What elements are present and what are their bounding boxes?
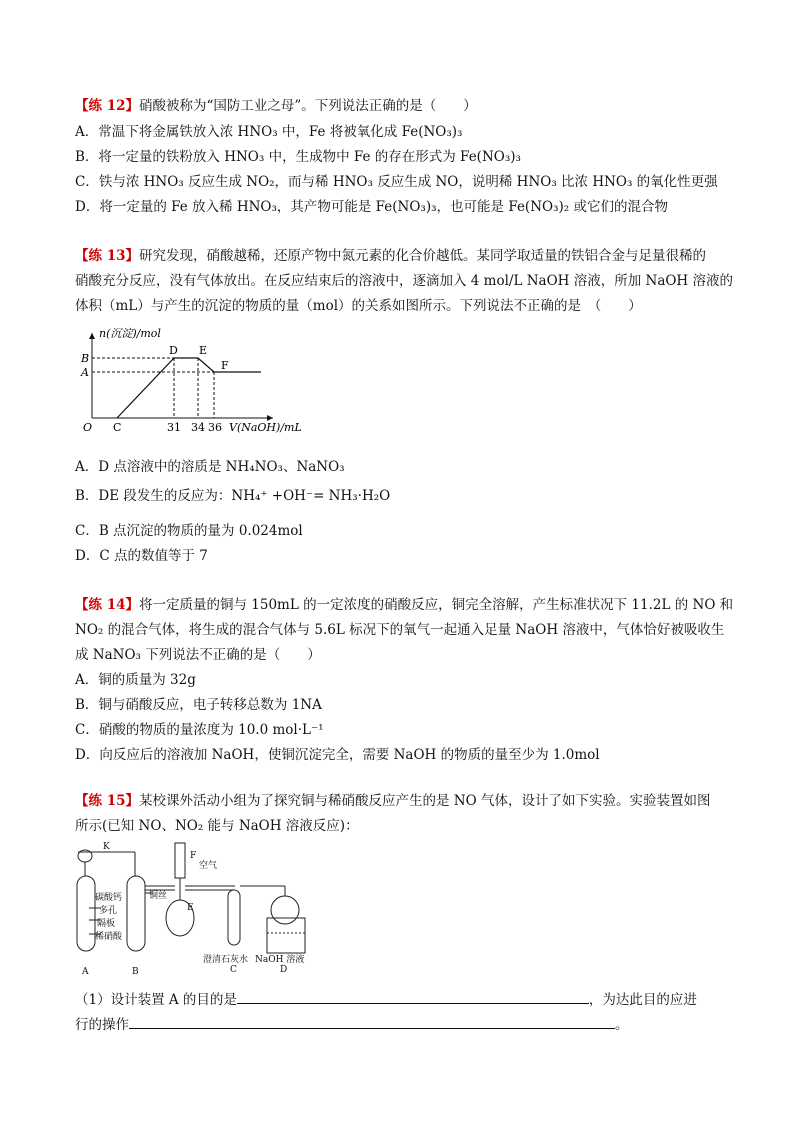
q13-label-d: D — [169, 344, 178, 357]
q13-curve — [117, 358, 261, 418]
q13-y-label: n(沉淀)/mol — [99, 327, 161, 340]
q13-tick-36: 36 — [208, 421, 222, 434]
q15-label-d: D — [280, 965, 288, 975]
q12-option-a: A．常温下将金属铁放入浓 HNO₃ 中，Fe 将被氧化成 Fe(NO₃)₃ — [75, 124, 463, 140]
q15-label-hno3: 稀硝酸 — [95, 932, 123, 942]
q15-label-b: B — [132, 967, 139, 977]
q15-label-naoh: NaOH 溶液 — [255, 955, 305, 965]
q15-label-plate2: 隔板 — [97, 919, 116, 929]
q15-tag: 【练 15】 — [75, 793, 139, 809]
q13-graph — [75, 325, 345, 445]
q12-option-d: D．将一定量的 Fe 放入稀 HNO₃，其产物可能是 Fe(NO₃)₃，也可能是 Fe(NO₃)₂ 或它们的混合物 — [75, 199, 668, 215]
q13-tick-34: 34 — [191, 421, 205, 434]
q13-x-label: V(NaOH)/mL — [229, 421, 302, 434]
q14-tag: 【练 14】 — [75, 597, 139, 613]
q15-apparatus — [75, 838, 325, 978]
q13-label-c: C — [113, 421, 122, 434]
q15-label-e: E — [187, 903, 194, 913]
q14-stem-line-1: 【练 14】将一定质量的铜与 150mL 的一定浓度的硝酸反应，铜完全溶解，产生标准状况下 11.2L 的 NO 和 — [75, 597, 734, 613]
q14-stem-line-3: 成 NaNO₃ 下列说法不正确的是（ ） — [75, 647, 321, 663]
q15-label-c: C — [230, 965, 237, 975]
q15-label-air: 空气 — [199, 861, 218, 871]
q14-option-b: B．铜与硝酸反应，电子转移总数为 1NA — [75, 697, 322, 713]
q13-option-d: D．C 点的数值等于 7 — [75, 548, 208, 564]
q13-option-c: C．B 点沉淀的物质的量为 0.024mol — [75, 523, 303, 539]
q15-label-cu: 铜丝 — [149, 891, 168, 901]
q12-tag: 【练 12】 — [75, 98, 139, 114]
q12-option-b: B．将一定量的铁粉放入 HNO₃ 中，生成物中 Fe 的存在形式为 Fe(NO₃)₃ — [75, 149, 521, 165]
q15-sub1-blank-1[interactable] — [237, 989, 589, 1004]
q14-option-c: C．硝酸的物质的量浓度为 10.0 mol·L⁻¹ — [75, 722, 324, 738]
q13-label-f: F — [221, 359, 229, 372]
q12-stem: 【练 12】硝酸被称为“国防工业之母”。下列说法正确的是（ ） — [75, 98, 477, 114]
q14-option-d: D．向反应后的溶液加 NaOH，使铜沉淀完全，需要 NaOH 的物质的量至少为 1.0mol — [75, 747, 600, 763]
q15-stem-line-2: 所示(已知 NO、NO₂ 能与 NaOH 溶液反应)： — [75, 818, 359, 834]
q13-tag: 【练 13】 — [75, 248, 139, 264]
q14-option-a: A．铜的质量为 32g — [75, 672, 196, 688]
q13-label-e: E — [199, 344, 208, 357]
q13-option-a: A．D 点溶液中的溶质是 NH₄NO₃、NaNO₃ — [75, 459, 345, 475]
q15-label-k: K — [103, 842, 110, 852]
q13-option-b: B．DE 段发生的反应为：NH₄⁺ +OH⁻= NH₃·H₂O — [75, 488, 391, 504]
q12-option-c: C．铁与浓 HNO₃ 反应生成 NO₂，而与稀 HNO₃ 反应生成 NO，说明稀 HNO₃ 比浓 HNO₃ 的氧化性更强 — [75, 174, 718, 190]
q15-sub1-line-1: （1）设计装置 A 的目的是 ，为达此目的应进 — [75, 989, 697, 1009]
q13-label-b: B — [81, 352, 90, 365]
q13-origin: O — [83, 421, 93, 434]
q15-label-limewater: 澄清石灰水 — [203, 955, 249, 965]
q13-stem-line-2: 硝酸充分反应，没有气体放出。在反应结束后的溶液中，逐滴加入 4 mol/L NaOH 溶液，所加 NaOH 溶液的 — [75, 273, 733, 289]
q13-stem-line-3: 体积（mL）与产生的沉淀的物质的量（mol）的关系如图所示。下列说法不正确的是 （ ） — [75, 298, 642, 314]
q15-stem-line-1: 【练 15】某校课外活动小组为了探究铜与稀硝酸反应产生的是 NO 气体，设计了如下实验。实验装置如图 — [75, 793, 711, 809]
q13-stem-line-1: 【练 13】研究发现，硝酸越稀，还原产物中氮元素的化合价越低。某同学取适量的铁铝合金与足量很稀的 — [75, 248, 706, 264]
q14-stem-line-2: NO₂ 的混合气体，将生成的混合气体与 5.6L 标况下的氧气一起通入足量 NaOH 溶液中，气体恰好被吸收生 — [75, 622, 725, 638]
q15-sub1-blank-2[interactable] — [129, 1014, 615, 1029]
q15-label-a: A — [82, 967, 89, 977]
q13-tick-31: 31 — [167, 421, 181, 434]
q13-label-a: A — [81, 366, 89, 379]
q15-label-plate1: 多孔 — [99, 906, 118, 916]
q15-label-f: F — [190, 851, 197, 861]
q15-label-caco3: 碳酸钙 — [95, 893, 123, 903]
q15-sub1-line-2: 行的操作 。 — [75, 1014, 629, 1034]
